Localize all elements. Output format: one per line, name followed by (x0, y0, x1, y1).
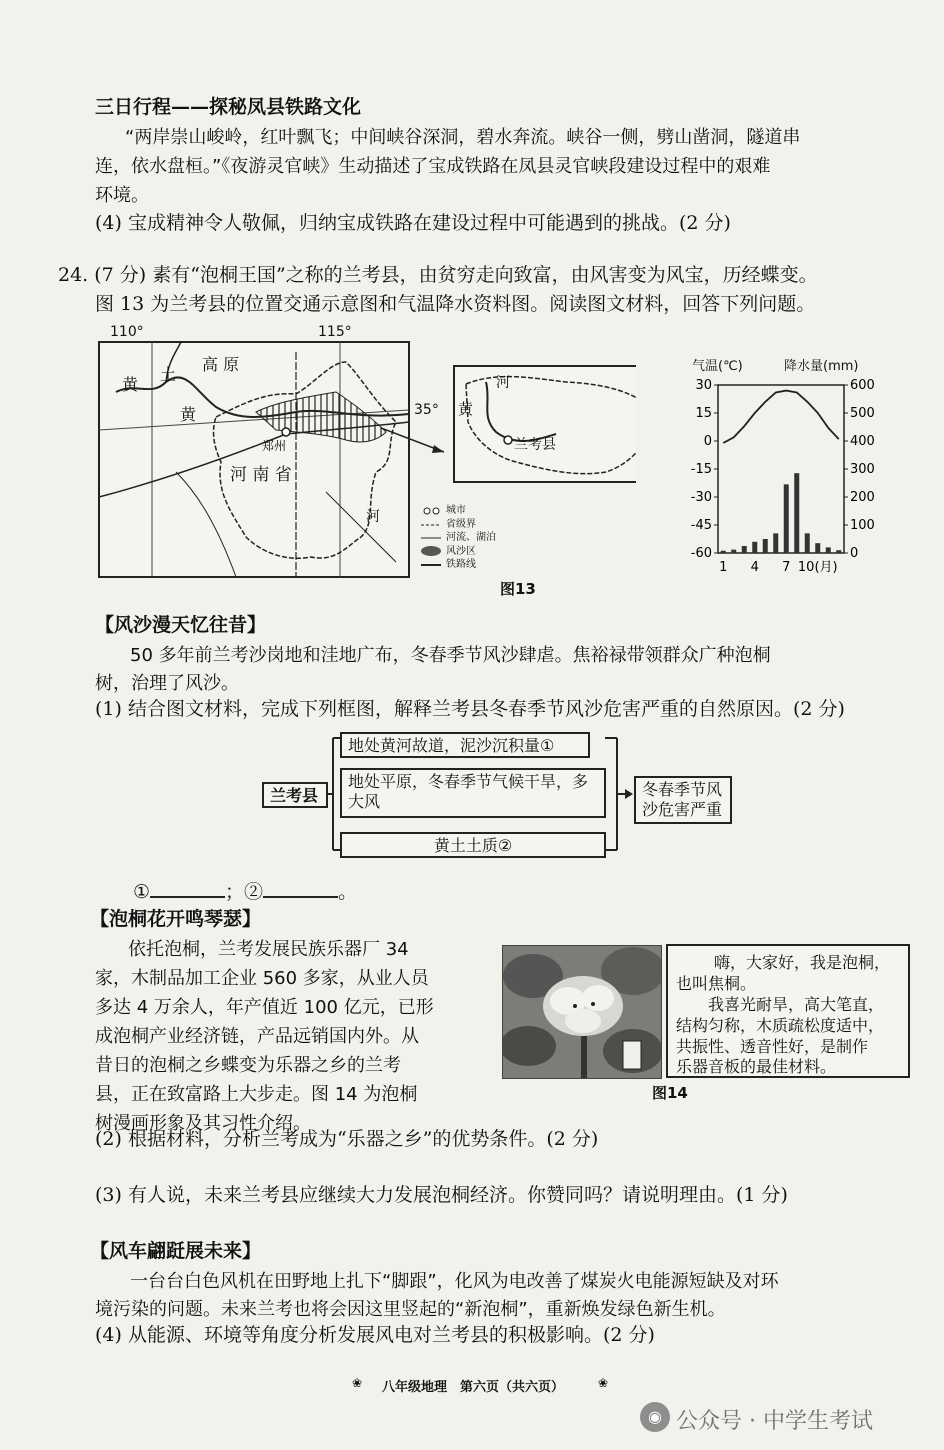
map-label-huang-2: 黄 (180, 405, 197, 424)
precip-bar (826, 547, 831, 553)
tung-line-2: 家，木制品加工企业 560 多家，从业人员 (95, 968, 429, 989)
tung-question-3: (3) 有人说，未来兰考县应继续大力发展泡桐经济。你赞同吗？请说明理由。(1 分) (95, 1184, 788, 1206)
inset-label-he: 河 (496, 375, 510, 391)
precip-bar (763, 539, 768, 553)
month-tick-label: 10(月) (797, 560, 838, 575)
map-label-huang-1: 黄 (122, 375, 139, 394)
page-footer: 八年级地理 第六页（共六页） (382, 1380, 565, 1395)
sand-header: 【风沙漫天忆往昔】 (95, 614, 267, 636)
tung-line-4: 成泡桐产业经济链，产品远销国内外。从 (95, 1026, 419, 1047)
q24-intro-1: 24. (7 分) 素有“泡桐王国”之称的兰考县，由贫穷走向致富，由风害变为风宝，历经蝶变。 (58, 264, 818, 286)
chart-plot-frame (718, 385, 844, 553)
bubble-line-5: 共振性、透音性好，是制作 (676, 1037, 869, 1056)
precip-bar (815, 543, 820, 553)
speech-bubble (666, 944, 910, 1078)
flow-box-lankao: 兰考县 (262, 782, 328, 808)
legend-item-boundary: 省级界 (446, 518, 476, 530)
precip-bar (773, 533, 778, 553)
answer-separator: ；② (225, 881, 264, 903)
tung-line-3: 多达 4 万余人，年产值近 100 亿元，已形 (95, 997, 434, 1018)
tung-question-2: (2) 根据材料，分析兰考成为“乐器之乡”的优势条件。(2 分) (95, 1128, 599, 1150)
precip-bar (784, 484, 789, 553)
legend-item-river: 河流、湖泊 (446, 532, 496, 543)
legend-item-city: 城市 (446, 505, 466, 516)
month-tick-label: 7 (782, 560, 791, 575)
temp-tick-label: 15 (695, 406, 712, 421)
map-label-gaoyuan: 高 原 (202, 355, 240, 374)
footer-flower-icon: ❀ (352, 1376, 363, 1390)
precip-tick-label: 200 (850, 490, 875, 505)
flow-box-top: 地处黄河故道，泥沙沉积量① (340, 732, 590, 758)
chart-ylabel-precip: 降水量(mm) (784, 359, 859, 374)
sand-question-1: (1) 结合图文材料，完成下列框图，解释兰考县冬春季节风沙危害严重的自然原因。(2 分) (95, 698, 845, 720)
precip-bar (794, 473, 799, 553)
precip-bar (721, 551, 726, 553)
precip-bar (742, 546, 747, 553)
precip-tick-label: 500 (850, 406, 875, 421)
flow-box-result: 冬春季节风沙危害严重 (634, 776, 732, 824)
answer-blank-2[interactable] (263, 878, 338, 898)
temp-tick-label: -15 (690, 462, 712, 477)
figure-14-caption: 图14 (652, 1084, 688, 1102)
map-lon-110: 110° (110, 324, 144, 340)
tung-line-6: 县，正在致富路上大步走。图 14 为泡桐 (95, 1084, 418, 1105)
tung-header: 【泡桐花开鸣琴瑟】 (90, 908, 262, 930)
wind-header: 【风车翩跹展未来】 (90, 1240, 262, 1262)
bubble-line-6: 乐器音板的最佳材料。 (676, 1057, 837, 1076)
q24-intro-2: 图 13 为兰考县的位置交通示意图和气温降水资料图。阅读图文材料，回答下列问题。 (95, 293, 816, 315)
precip-tick-label: 600 (850, 378, 875, 393)
location-map (96, 322, 636, 612)
legend-item-railway: 铁路线 (446, 559, 476, 570)
bubble-line-1: 嗨，大家好，我是泡桐， (714, 953, 891, 972)
precip-bar (836, 550, 841, 553)
map-label-zhengzhou: 郑州 (262, 439, 287, 453)
temp-tick-label: -60 (690, 546, 712, 561)
climate-chart (672, 355, 902, 580)
trip-line-2: 连，依水盘桓。”《夜游灵官峡》生动描述了宝成铁路在凤县灵官峡段建设过程中的艰难 (95, 156, 771, 177)
trip-question-4: (4) 宝成精神令人敬佩，归纳宝成铁路在建设过程中可能遇到的挑战。(2 分) (95, 212, 731, 234)
wind-question-4: (4) 从能源、环境等角度分析发展风电对兰考县的积极影响。(2 分) (95, 1324, 655, 1346)
map-legend (446, 504, 496, 572)
answer-end: 。 (338, 881, 358, 903)
tung-line-5: 昔日的泡桐之乡蝶变为乐器之乡的兰考 (95, 1055, 401, 1076)
map-lat-35: 35° (414, 402, 439, 418)
precip-tick-label: 400 (850, 434, 875, 449)
precip-tick-label: 0 (850, 546, 859, 561)
wechat-icon: ◉ (640, 1402, 670, 1432)
legend-item-sand: 风沙区 (446, 545, 476, 557)
wind-line-2: 境污染的问题。未来兰考也将会因这里竖起的“新泡桐”，重新焕发绿色新生机。 (95, 1299, 726, 1320)
precip-bar (731, 550, 736, 553)
map-label-henan: 河 南 省 (230, 465, 292, 485)
answer-label-1: ① (133, 881, 151, 903)
paulownia-cartoon-image (502, 945, 662, 1079)
answer-blank-1[interactable] (150, 878, 225, 898)
bubble-line-2: 也叫焦桐。 (676, 974, 757, 993)
flow-box-middle: 地处平原，冬春季节气候干旱，多大风 (340, 768, 606, 818)
sand-answer-line (133, 878, 357, 906)
month-tick-label: 4 (750, 560, 759, 575)
temp-tick-label: -30 (690, 490, 712, 505)
trip-line-1: “两岸崇山峻岭，红叶飘飞；中间峡谷深洞，碧水奔流。峡谷一侧，劈山凿洞，隧道串 (125, 127, 801, 148)
trip-line-3: 环境。 (95, 185, 149, 206)
inset-label-huang: 黄 (458, 400, 474, 418)
temp-tick-label: -45 (690, 518, 712, 533)
map-lon-115: 115° (318, 324, 352, 340)
sand-line-2: 树，治理了风沙。 (95, 673, 239, 694)
trip-title: 三日行程——探秘凤县铁路文化 (95, 96, 362, 118)
flow-box-bottom: 黄土土质② (340, 832, 606, 858)
temp-tick-label: 0 (703, 434, 712, 449)
precip-tick-label: 100 (850, 518, 875, 533)
chart-ylabel-temp: 气温(℃) (692, 359, 743, 374)
figure-13-caption: 图13 (500, 580, 536, 598)
bubble-line-3: 我喜光耐旱，高大笔直， (708, 995, 885, 1014)
inset-label-lankao: 兰考县 (514, 437, 556, 453)
precip-bar (752, 542, 757, 553)
map-label-he: 河 (366, 509, 380, 525)
precip-bar (805, 533, 810, 553)
watermark-text: 公众号 · 中学生考试 (676, 1409, 873, 1434)
map-label-tu: 土 (160, 365, 177, 384)
tung-line-1: 依托泡桐，兰考发展民族乐器厂 34 (128, 939, 409, 960)
temperature-line (723, 391, 839, 443)
precip-tick-label: 300 (850, 462, 875, 477)
footer-flower-icon-right: ❀ (598, 1376, 609, 1390)
wind-line-1: 一台台白色风机在田野地上扎下“脚跟”，化风为电改善了煤炭火电能源短缺及对环 (130, 1271, 779, 1292)
tung-line-7: 树漫画形象及其习性介绍。 (95, 1113, 311, 1134)
bubble-line-4: 结构匀称，木质疏松度适中， (676, 1016, 885, 1035)
month-tick-label: 1 (719, 560, 728, 575)
temp-tick-label: 30 (695, 378, 712, 393)
sand-line-1: 50 多年前兰考沙岗地和洼地广布，冬春季节风沙肆虐。焦裕禄带领群众广种泡桐 (130, 645, 771, 666)
